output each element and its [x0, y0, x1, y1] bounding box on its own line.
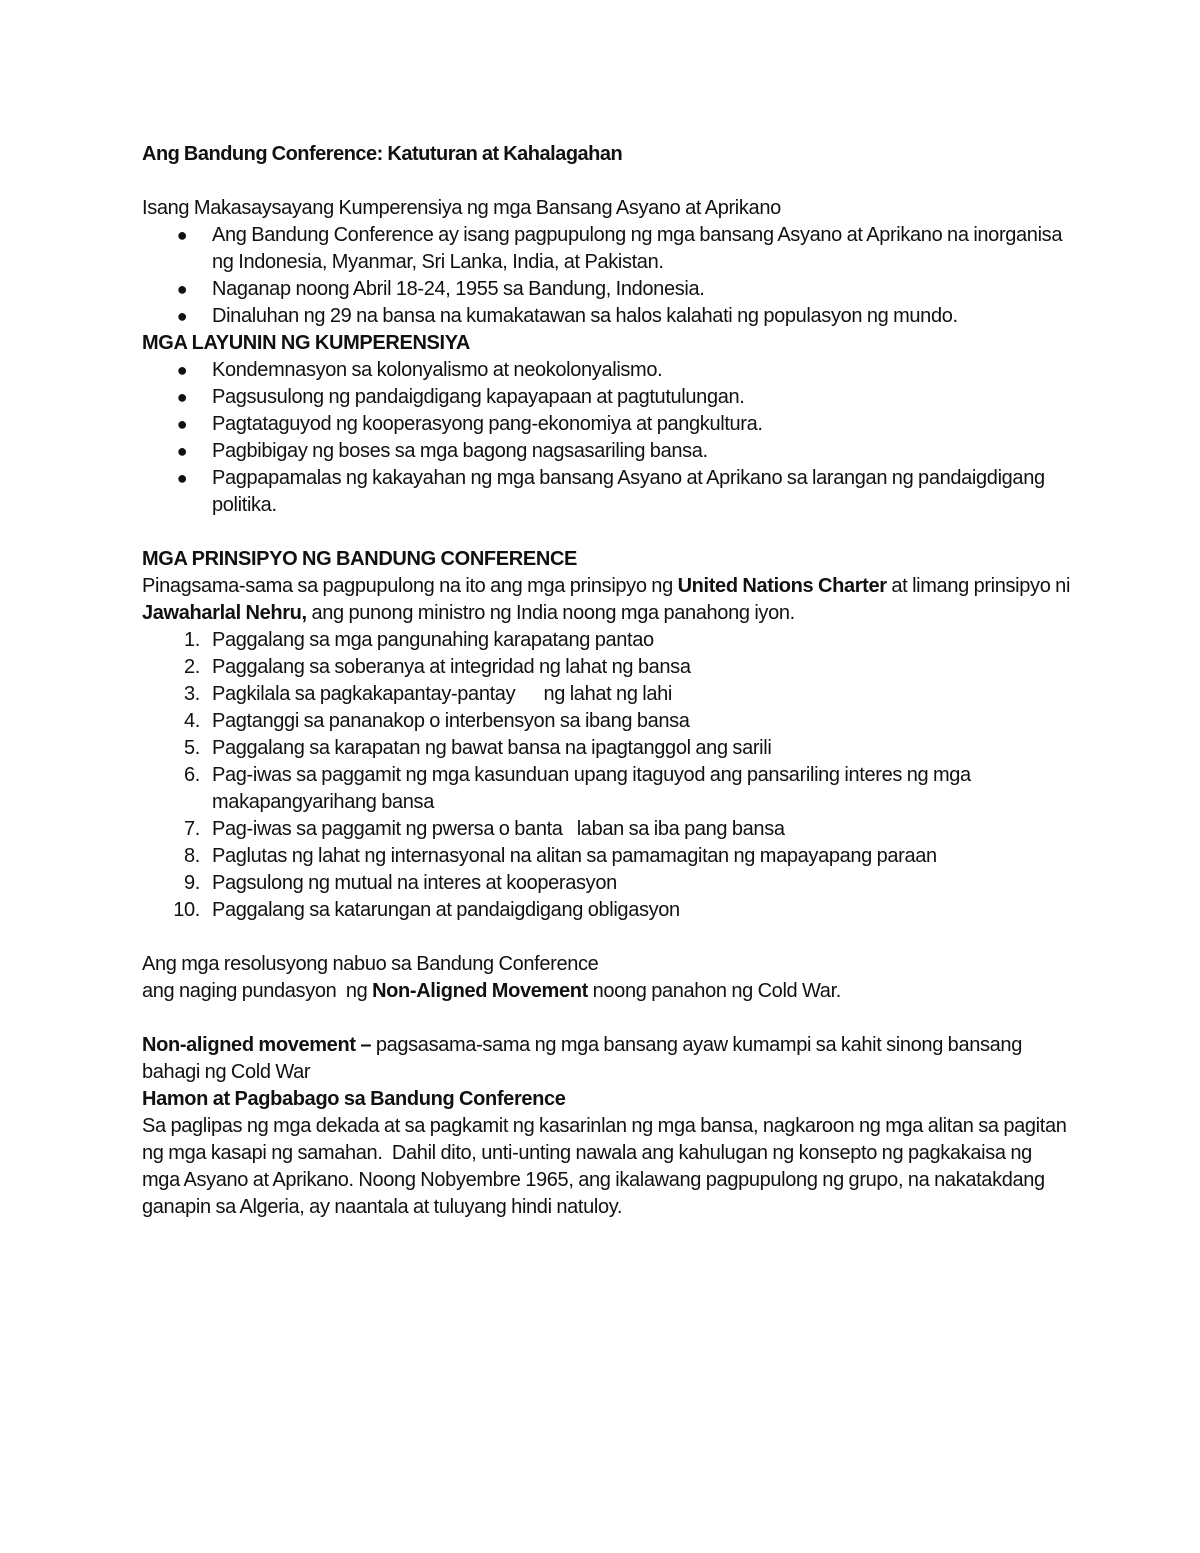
list-item — [142, 708, 1072, 735]
hamon-paragraph: Sa paglipas ng mga dekada at sa pagkamit ng kasarinlan ng mga bansa, nagkaroon ng mga alitan sa pagitan ng mga kasapi ng samahan. Dahil dito, unti-unting nawala ang kahulugan ng konsepto ng pagkakaisa ng mga Asyano at Aprikano. Noong Nobyembre 1965, ang ikalawang pagpupulong ng grupo, na nakatakdang ganapin sa Algeria, ay naantala at tuluyang hindi natuloy. — [142, 1115, 1072, 1218]
list-item-text: Kondemnasyon sa kolonyalismo at neokolonyalismo. — [212, 359, 663, 381]
nam-definition-text: pagsasama-sama ng mga bansang ayaw kumampi sa kahit sinong bansang bahagi ng Cold War — [142, 1034, 1022, 1083]
bullet-icon: ● — [176, 279, 188, 299]
bullet-icon: ● — [176, 468, 188, 488]
nam-term: Non-Aligned Movement — [372, 980, 588, 1002]
text-run: ang naging pundasyon ng — [142, 980, 373, 1002]
list-item-text: Pagtataguyod ng kooperasyong pang-ekonomiya at pangkultura. — [212, 413, 763, 435]
list-item-text: Pag-iwas sa paggamit ng mga kasunduan upang itaguyod ang pansariling interes ng mga makapangyarihang bansa — [212, 764, 976, 813]
bullet-icon: ● — [176, 360, 188, 380]
list-item — [142, 681, 1072, 708]
spacer — [142, 519, 1072, 546]
list-number: 10. — [173, 899, 200, 921]
list-item — [142, 897, 1072, 924]
un-charter-text: United Nations Charter — [677, 575, 887, 597]
list-item-text: Pagsusulong ng pandaigdigang kapayapaan at pagtutulungan. — [212, 386, 745, 408]
prinsipyo-heading: MGA PRINSIPYO NG BANDUNG CONFERENCE — [142, 548, 578, 570]
list-number: 3. — [184, 683, 200, 705]
list-item-text: Pag-iwas sa paggamit ng pwersa o banta laban sa iba pang bansa — [212, 818, 785, 840]
list-item-text: Pagbibigay ng boses sa mga bagong nagsasariling bansa. — [212, 440, 708, 462]
text-run: noong panahon ng Cold War. — [587, 980, 841, 1002]
list-item-text: Pagkilala sa pagkakapantay-pantay ng lahat ng lahi — [212, 683, 673, 705]
list-number: 4. — [184, 710, 200, 732]
layunin-heading: MGA LAYUNIN NG KUMPERENSIYA — [142, 332, 470, 354]
list-item — [142, 276, 1072, 303]
bullet-icon: ● — [176, 441, 188, 461]
list-item-text: Dinaluhan ng 29 na bansa na kumakatawan sa halos kalahati ng populasyon ng mundo. — [212, 305, 958, 327]
intro-bullet-list — [142, 222, 1072, 330]
document-page — [142, 141, 1072, 1221]
bullet-icon: ● — [176, 225, 188, 245]
list-item-text: Paggalang sa soberanya at integridad ng lahat ng bansa — [212, 656, 691, 678]
list-item — [142, 654, 1072, 681]
text-run: ang punong ministro ng India noong mga panahong iyon. — [306, 602, 795, 624]
document-title: Ang Bandung Conference: Katuturan at Kahalagahan — [142, 143, 623, 165]
list-number: 8. — [184, 845, 200, 867]
bullet-icon: ● — [176, 387, 188, 407]
list-item — [142, 627, 1072, 654]
nam-definition-term: Non-aligned movement – — [142, 1034, 372, 1056]
list-number: 5. — [184, 737, 200, 759]
list-item-text: Ang Bandung Conference ay isang pagpupulong ng mga bansang Asyano at Aprikano na inorganisa ng Indonesia, Myanmar, Sri Lanka, India, at Pakistan. — [212, 224, 1063, 273]
nehru-name: Jawaharlal Nehru, — [142, 602, 307, 624]
list-item-text: Pagpapamalas ng kakayahan ng mga bansang Asyano at Aprikano sa larangan ng pandaigdigang politika. — [212, 467, 1045, 516]
list-item-text: Paggalang sa mga pangunahing karapatang pantao — [212, 629, 654, 651]
list-item-text: Pagsulong ng mutual na interes at kooperasyon — [212, 872, 617, 894]
layunin-bullet-list — [142, 357, 1072, 519]
list-item-text: Naganap noong Abril 18-24, 1955 sa Bandung, Indonesia. — [212, 278, 705, 300]
resolusyon-line-2 — [142, 978, 1072, 1005]
intro-subtitle: Isang Makasaysayang Kumperensiya ng mga Bansang Asyano at Aprikano — [142, 197, 781, 219]
list-item — [142, 735, 1072, 762]
list-item — [142, 465, 1072, 519]
prinsipyo-intro — [142, 573, 1072, 627]
resolusyon-line-1: Ang mga resolusyong nabuo sa Bandung Conference — [142, 953, 599, 975]
hamon-heading: Hamon at Pagbabago sa Bandung Conference — [142, 1088, 566, 1110]
bullet-icon: ● — [176, 306, 188, 326]
bullet-icon: ● — [176, 414, 188, 434]
list-number: 7. — [184, 818, 200, 840]
list-item — [142, 438, 1072, 465]
list-item-text: Pagtanggi sa pananakop o interbensyon sa ibang bansa — [212, 710, 690, 732]
list-item-text: Paggalang sa katarungan at pandaigdigang obligasyon — [212, 899, 680, 921]
list-item — [142, 762, 1072, 816]
list-item-text: Paggalang sa karapatan ng bawat bansa na ipagtanggol ang sarili — [212, 737, 772, 759]
list-item — [142, 357, 1072, 384]
list-item — [142, 303, 1072, 330]
list-item-text: Paglutas ng lahat ng internasyonal na alitan sa pamamagitan ng mapayapang paraan — [212, 845, 937, 867]
spacer — [142, 1005, 1072, 1032]
list-item — [142, 222, 1072, 276]
text-run: Pinagsama-sama sa pagpupulong na ito ang mga prinsipyo ng — [142, 575, 678, 597]
text-run: at limang prinsipyo ni — [886, 575, 1071, 597]
list-item — [142, 411, 1072, 438]
list-number: 6. — [184, 764, 200, 786]
list-number: 9. — [184, 872, 200, 894]
spacer — [142, 168, 1072, 195]
list-item — [142, 384, 1072, 411]
list-item — [142, 843, 1072, 870]
nam-definition — [142, 1032, 1072, 1086]
list-item — [142, 870, 1072, 897]
list-number: 2. — [184, 656, 200, 678]
list-number: 1. — [184, 629, 200, 651]
spacer — [142, 924, 1072, 951]
prinsipyo-numbered-list — [142, 627, 1072, 924]
list-item — [142, 816, 1072, 843]
